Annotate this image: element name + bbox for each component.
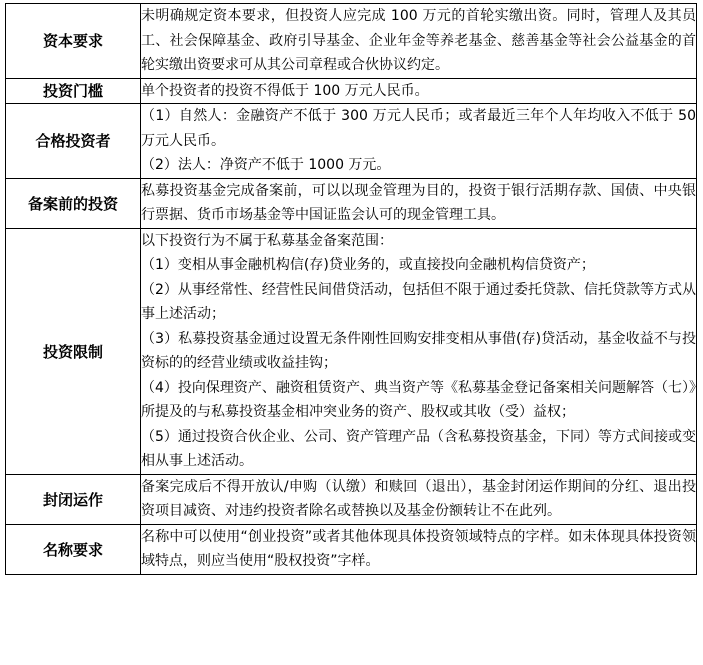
regulation-table	[5, 3, 697, 575]
row-paragraph: （2）从事经常性、经营性民间借贷活动，包括但不限于通过委托贷款、信托贷款等方式从事上述活动；	[141, 281, 696, 322]
row-content	[141, 524, 697, 574]
row-label: 投资限制	[6, 228, 141, 474]
row-label: 合格投资者	[6, 104, 141, 179]
table-row-naming	[6, 524, 697, 574]
row-label: 名称要求	[6, 524, 141, 574]
row-content	[141, 228, 697, 474]
regulation-table-body	[6, 4, 697, 575]
table-row-pre-filing	[6, 178, 697, 228]
row-content	[141, 474, 697, 524]
row-paragraph: 以下投资行为不属于私募基金备案范围：	[141, 232, 393, 249]
row-content	[141, 4, 697, 79]
table-row-restrictions	[6, 228, 697, 474]
row-content	[141, 78, 697, 104]
row-paragraph: （4）投向保理资产、融资租赁资产、典当资产等《私募基金登记备案相关问题解答（七）》所提及的与私募投资基金相冲突业务的资产、股权或其收（受）益权；	[141, 379, 696, 420]
table-row-closed	[6, 474, 697, 524]
row-paragraph: 备案完成后不得开放认/申购（认缴）和赎回（退出），基金封闭运作期间的分红、退出投资项目减资、对违约投资者除名或替换以及基金份额转让不在此列。	[141, 478, 696, 519]
table-row-capital	[6, 4, 697, 79]
row-paragraph: （2）法人：净资产不低于 1000 万元。	[141, 157, 391, 173]
row-label: 备案前的投资	[6, 178, 141, 228]
row-paragraph: 私募投资基金完成备案前，可以以现金管理为目的，投资于银行活期存款、国债、中央银行票据、货币市场基金等中国证监会认可的现金管理工具。	[141, 182, 696, 223]
row-paragraph: （5）通过投资合伙企业、公司、资产管理产品（含私募投资基金，下同）等方式间接或变相从事上述活动。	[141, 428, 696, 469]
row-content	[141, 104, 697, 179]
row-paragraph: （1）自然人：金融资产不低于 300 万元人民币；或者最近三年个人年均收入不低于 50 万元人民币。	[141, 108, 696, 149]
row-paragraph: （1）变相从事金融机构信(存)贷业务的，或直接投向金融机构信贷资产；	[141, 257, 595, 273]
row-label: 投资门槛	[6, 78, 141, 104]
row-label: 封闭运作	[6, 474, 141, 524]
row-paragraph: （3）私募投资基金通过设置无条件刚性回购安排变相从事借(存)贷活动，基金收益不与投资标的的经营业绩或收益挂钩；	[141, 330, 696, 371]
row-label: 资本要求	[6, 4, 141, 79]
table-row-qualified	[6, 104, 697, 179]
row-paragraph: 单个投资者的投资不得低于 100 万元人民币。	[141, 82, 429, 99]
row-content	[141, 178, 697, 228]
table-row-threshold	[6, 78, 697, 104]
row-paragraph: 名称中可以使用“创业投资”或者其他体现具体投资领域特点的字样。如未体现具体投资领域特点，则应当使用“股权投资”字样。	[141, 528, 696, 569]
row-paragraph: 未明确规定资本要求，但投资人应完成 100 万元的首轮实缴出资。同时，管理人及其员工、社会保障基金、政府引导基金、企业年金等养老基金、慈善基金等社会公益基金的首轮实缴出资要求可从其公司章程或合伙协议约定。	[141, 8, 696, 73]
